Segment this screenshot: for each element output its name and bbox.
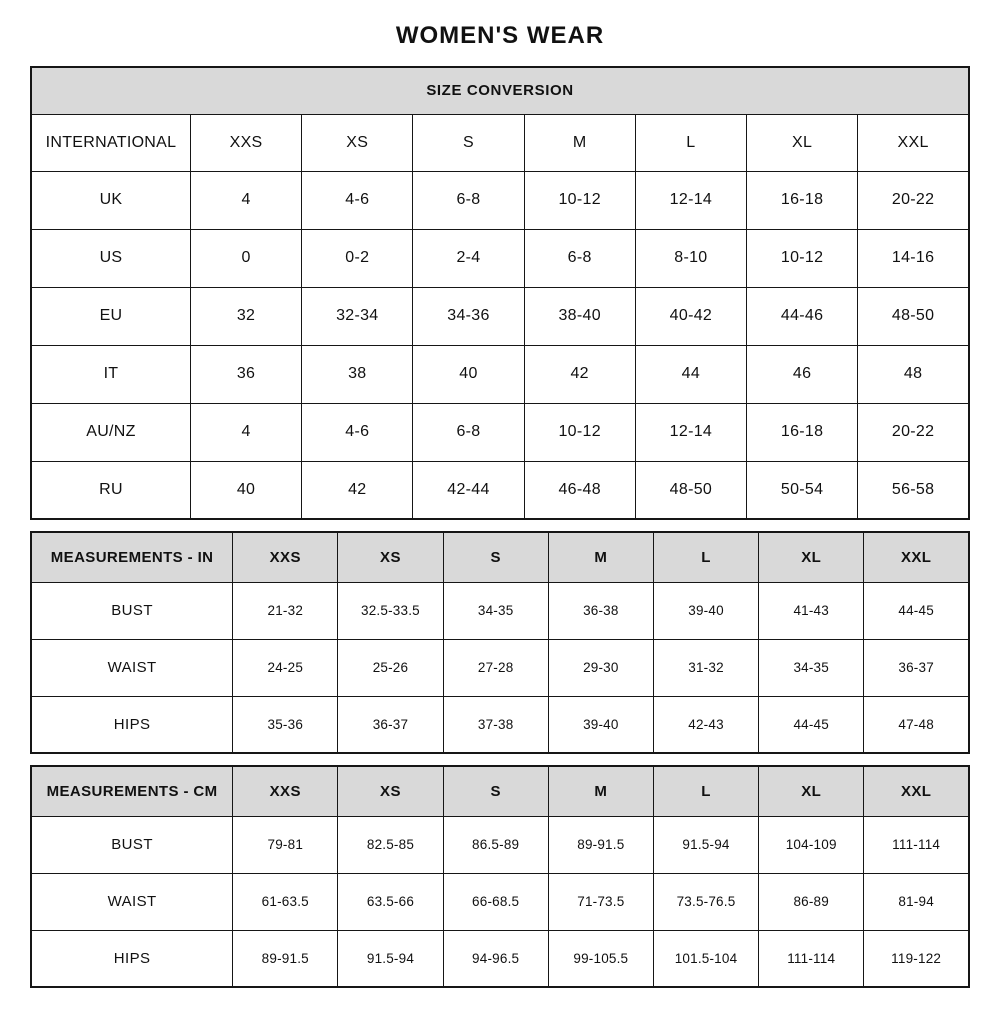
size-conversion-header-size: XS [302, 114, 413, 171]
value-cell: 36-37 [864, 639, 969, 696]
table-row [31, 816, 969, 873]
measurements-cm-header-size: M [548, 766, 653, 816]
value-cell: 44-45 [864, 582, 969, 639]
row-label: IT [31, 345, 190, 403]
value-cell: 16-18 [746, 171, 857, 229]
size-conversion-header-size: M [524, 114, 635, 171]
value-cell: 89-91.5 [548, 816, 653, 873]
value-cell: 46-48 [524, 461, 635, 519]
measurements-in-header-size: L [653, 532, 758, 582]
value-cell: 34-36 [413, 287, 524, 345]
measurements-cm-header-size: XXS [233, 766, 338, 816]
measurements-in-header-size: XL [759, 532, 864, 582]
value-cell: 79-81 [233, 816, 338, 873]
value-cell: 86.5-89 [443, 816, 548, 873]
value-cell: 24-25 [233, 639, 338, 696]
table-row [31, 403, 969, 461]
value-cell: 34-35 [443, 582, 548, 639]
value-cell: 10-12 [746, 229, 857, 287]
value-cell: 44 [635, 345, 746, 403]
value-cell: 91.5-94 [338, 930, 443, 987]
value-cell: 104-109 [759, 816, 864, 873]
measurements-in-header-size: S [443, 532, 548, 582]
table-row [31, 461, 969, 519]
value-cell: 44-45 [759, 696, 864, 753]
value-cell: 34-35 [759, 639, 864, 696]
value-cell: 21-32 [233, 582, 338, 639]
value-cell: 38 [302, 345, 413, 403]
value-cell: 47-48 [864, 696, 969, 753]
value-cell: 39-40 [653, 582, 758, 639]
table-row [31, 287, 969, 345]
measurements-cm-header-size: S [443, 766, 548, 816]
table-row [31, 639, 969, 696]
value-cell: 81-94 [864, 873, 969, 930]
row-label: UK [31, 171, 190, 229]
value-cell: 89-91.5 [233, 930, 338, 987]
measurements-cm-header-row [31, 766, 969, 816]
value-cell: 86-89 [759, 873, 864, 930]
value-cell: 48 [858, 345, 969, 403]
value-cell: 35-36 [233, 696, 338, 753]
value-cell: 101.5-104 [653, 930, 758, 987]
value-cell: 99-105.5 [548, 930, 653, 987]
value-cell: 91.5-94 [653, 816, 758, 873]
value-cell: 56-58 [858, 461, 969, 519]
value-cell: 40 [413, 345, 524, 403]
measurements-in-header-row [31, 532, 969, 582]
measurements-cm-header-size: L [653, 766, 758, 816]
value-cell: 6-8 [413, 403, 524, 461]
value-cell: 14-16 [858, 229, 969, 287]
value-cell: 32-34 [302, 287, 413, 345]
value-cell: 73.5-76.5 [653, 873, 758, 930]
measurements-in-header-label: MEASUREMENTS - IN [31, 532, 233, 582]
measurements-cm-header-size: XS [338, 766, 443, 816]
value-cell: 25-26 [338, 639, 443, 696]
value-cell: 12-14 [635, 171, 746, 229]
value-cell: 39-40 [548, 696, 653, 753]
value-cell: 0 [190, 229, 301, 287]
value-cell: 6-8 [413, 171, 524, 229]
size-conversion-banner-row [31, 67, 969, 114]
value-cell: 20-22 [858, 171, 969, 229]
value-cell: 36-38 [548, 582, 653, 639]
value-cell: 44-46 [746, 287, 857, 345]
size-conversion-header-size: XXS [190, 114, 301, 171]
value-cell: 0-2 [302, 229, 413, 287]
size-conversion-header-row [31, 114, 969, 171]
row-label: AU/NZ [31, 403, 190, 461]
row-label: BUST [31, 816, 233, 873]
measurements-in-header-size: XXS [233, 532, 338, 582]
value-cell: 48-50 [858, 287, 969, 345]
value-cell: 66-68.5 [443, 873, 548, 930]
measurements-in-header-size: XS [338, 532, 443, 582]
value-cell: 119-122 [864, 930, 969, 987]
value-cell: 63.5-66 [338, 873, 443, 930]
value-cell: 42-43 [653, 696, 758, 753]
value-cell: 4 [190, 171, 301, 229]
row-label: US [31, 229, 190, 287]
value-cell: 32.5-33.5 [338, 582, 443, 639]
value-cell: 32 [190, 287, 301, 345]
measurements-cm-header-size: XXL [864, 766, 969, 816]
value-cell: 42-44 [413, 461, 524, 519]
value-cell: 61-63.5 [233, 873, 338, 930]
value-cell: 48-50 [635, 461, 746, 519]
value-cell: 42 [524, 345, 635, 403]
value-cell: 4 [190, 403, 301, 461]
value-cell: 111-114 [864, 816, 969, 873]
value-cell: 41-43 [759, 582, 864, 639]
measurements-cm-header-label: MEASUREMENTS - CM [31, 766, 233, 816]
size-conversion-header-size: L [635, 114, 746, 171]
table-row [31, 582, 969, 639]
value-cell: 6-8 [524, 229, 635, 287]
size-conversion-header-label: INTERNATIONAL [31, 114, 190, 171]
value-cell: 2-4 [413, 229, 524, 287]
value-cell: 40-42 [635, 287, 746, 345]
measurements-in-header-size: M [548, 532, 653, 582]
measurements-in-table [30, 531, 970, 754]
value-cell: 37-38 [443, 696, 548, 753]
value-cell: 4-6 [302, 171, 413, 229]
row-label: RU [31, 461, 190, 519]
value-cell: 8-10 [635, 229, 746, 287]
value-cell: 20-22 [858, 403, 969, 461]
value-cell: 36 [190, 345, 301, 403]
table-row [31, 930, 969, 987]
value-cell: 38-40 [524, 287, 635, 345]
measurements-cm-header-size: XL [759, 766, 864, 816]
value-cell: 10-12 [524, 171, 635, 229]
value-cell: 16-18 [746, 403, 857, 461]
row-label: WAIST [31, 639, 233, 696]
value-cell: 10-12 [524, 403, 635, 461]
value-cell: 40 [190, 461, 301, 519]
value-cell: 94-96.5 [443, 930, 548, 987]
size-conversion-header-size: S [413, 114, 524, 171]
size-conversion-banner: SIZE CONVERSION [31, 67, 969, 114]
table-row [31, 873, 969, 930]
table-row [31, 171, 969, 229]
value-cell: 82.5-85 [338, 816, 443, 873]
value-cell: 36-37 [338, 696, 443, 753]
value-cell: 29-30 [548, 639, 653, 696]
size-conversion-table [30, 66, 970, 520]
value-cell: 71-73.5 [548, 873, 653, 930]
size-conversion-header-size: XXL [858, 114, 969, 171]
value-cell: 111-114 [759, 930, 864, 987]
row-label: EU [31, 287, 190, 345]
value-cell: 42 [302, 461, 413, 519]
value-cell: 50-54 [746, 461, 857, 519]
row-label: HIPS [31, 930, 233, 987]
value-cell: 27-28 [443, 639, 548, 696]
row-label: WAIST [31, 873, 233, 930]
value-cell: 12-14 [635, 403, 746, 461]
measurements-in-header-size: XXL [864, 532, 969, 582]
value-cell: 46 [746, 345, 857, 403]
value-cell: 31-32 [653, 639, 758, 696]
value-cell: 4-6 [302, 403, 413, 461]
page-title: WOMEN'S WEAR [395, 22, 605, 49]
row-label: HIPS [31, 696, 233, 753]
table-row [31, 229, 969, 287]
size-conversion-header-size: XL [746, 114, 857, 171]
row-label: BUST [31, 582, 233, 639]
measurements-cm-table [30, 765, 970, 988]
table-row [31, 345, 969, 403]
table-row [31, 696, 969, 753]
